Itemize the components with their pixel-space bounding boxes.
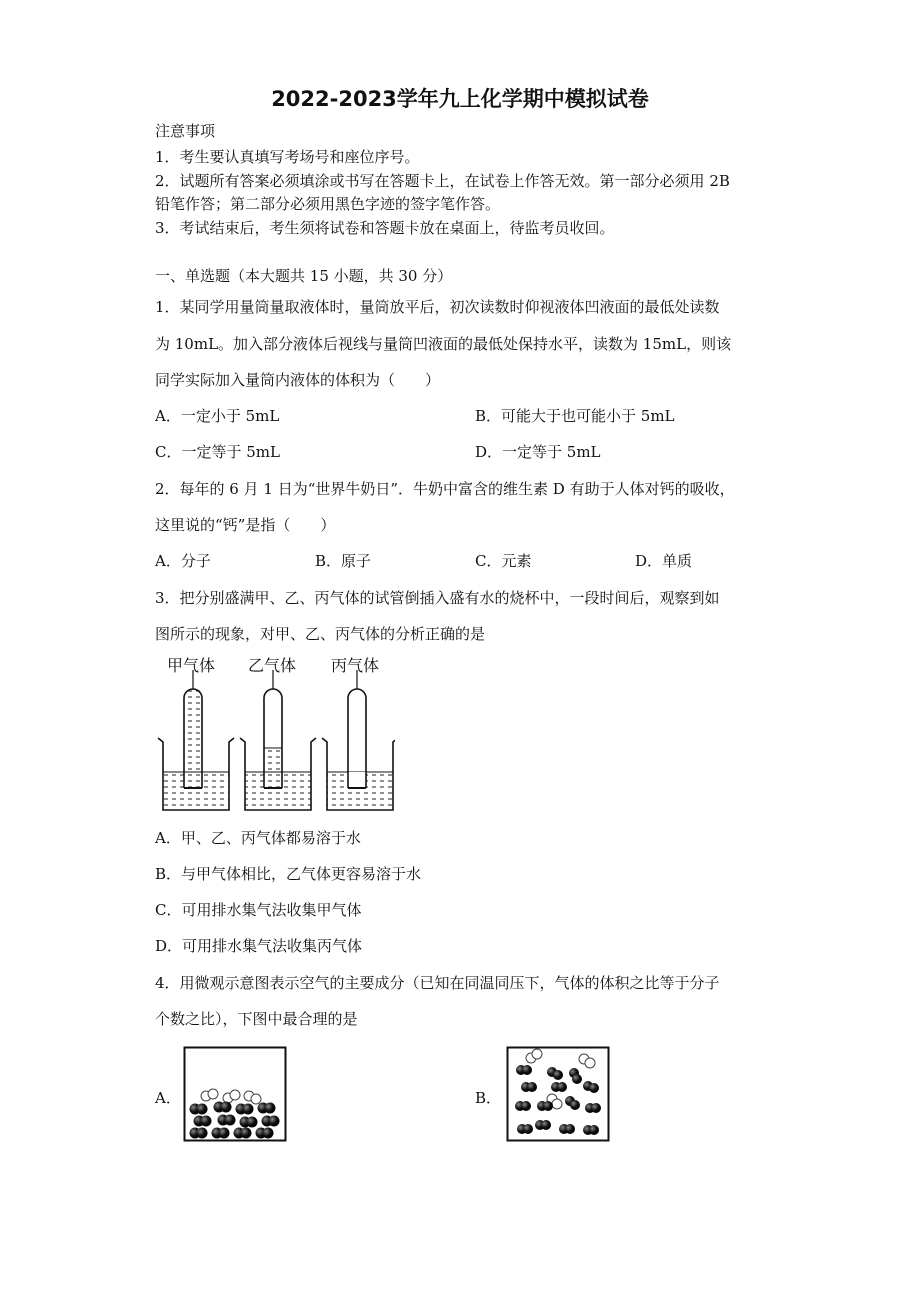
question-1-line: 1．某同学用量筒量取液体时，量筒放平后，初次读数时仰视液体凹液面的最低处读数 (155, 298, 720, 316)
q3-option-a: A．甲、乙、丙气体都易溶于水 (155, 829, 361, 847)
molecule-box-a (183, 1046, 287, 1142)
page-title: 2022-2023学年九上化学期中模拟试卷 (271, 87, 649, 111)
q4-option-a: A． (155, 1089, 181, 1107)
notice-item: 1．考生要认真填写考场号和座位序号。 (155, 148, 420, 166)
notice-item: 2．试题所有答案必须填涂或书写在答题卡上，在试卷上作答无效。第一部分必须用 2B (155, 172, 730, 190)
q1-option-c: C．一定等于 5mL (155, 443, 280, 461)
gas-label-yi: 乙气体 (248, 656, 297, 675)
q2-option-c: C．元素 (475, 552, 532, 570)
notice-item: 3．考试结束后，考生须将试卷和答题卡放在桌面上，待监考员收回。 (155, 219, 615, 237)
question-3-line: 图所示的现象，对甲、乙、丙气体的分析正确的是 (155, 625, 486, 643)
question-2-line: 2．每年的 6 月 1 日为“世界牛奶日”．牛奶中富含的维生素 D 有助于人体对钙的吸收， (155, 480, 735, 498)
q2-option-a: A．分子 (155, 552, 211, 570)
beaker-bing (322, 670, 395, 810)
question-2-line: 这里说的“钙”是指（ ） (155, 516, 336, 534)
test-tube-figure (155, 670, 395, 815)
molecule-box-b (506, 1046, 610, 1142)
q3-option-b: B．与甲气体相比，乙气体更容易溶于水 (155, 865, 422, 883)
q3-option-d: D．可用排水集气法收集丙气体 (155, 937, 363, 955)
q3-option-c: C．可用排水集气法收集甲气体 (155, 901, 362, 919)
question-1-line: 同学实际加入量筒内液体的体积为（ ） (155, 371, 441, 389)
question-4-line: 4．用微观示意图表示空气的主要成分（已知在同温同压下，气体的体积之比等于分子 (155, 974, 720, 992)
section-heading: 一、单选题（本大题共 15 小题，共 30 分） (155, 267, 453, 285)
gas-label-bing: 丙气体 (331, 656, 380, 675)
notice-heading: 注意事项 (155, 122, 216, 140)
q1-option-d: D．一定等于 5mL (475, 443, 601, 461)
beaker-jia (158, 670, 234, 810)
question-3-line: 3．把分别盛满甲、乙、丙气体的试管倒插入盛有水的烧杯中，一段时间后，观察到如 (155, 589, 720, 607)
notice-item: 铅笔作答；第二部分必须用黑色字迹的签字笔作答。 (155, 195, 501, 213)
beaker-yi (240, 670, 316, 810)
q2-option-b: B．原子 (315, 552, 372, 570)
q2-option-d: D．单质 (635, 552, 693, 570)
q1-option-b: B．可能大于也可能小于 5mL (475, 407, 675, 425)
question-1-line: 为 10mL。加入部分液体后视线与量筒凹液面的最低处保持水平，读数为 15mL，则该 (155, 335, 732, 353)
gas-label-jia: 甲气体 (167, 656, 216, 675)
q1-option-a: A．一定小于 5mL (155, 407, 280, 425)
q4-option-b: B． (475, 1089, 502, 1107)
question-4-line: 个数之比），下图中最合理的是 (155, 1010, 358, 1028)
